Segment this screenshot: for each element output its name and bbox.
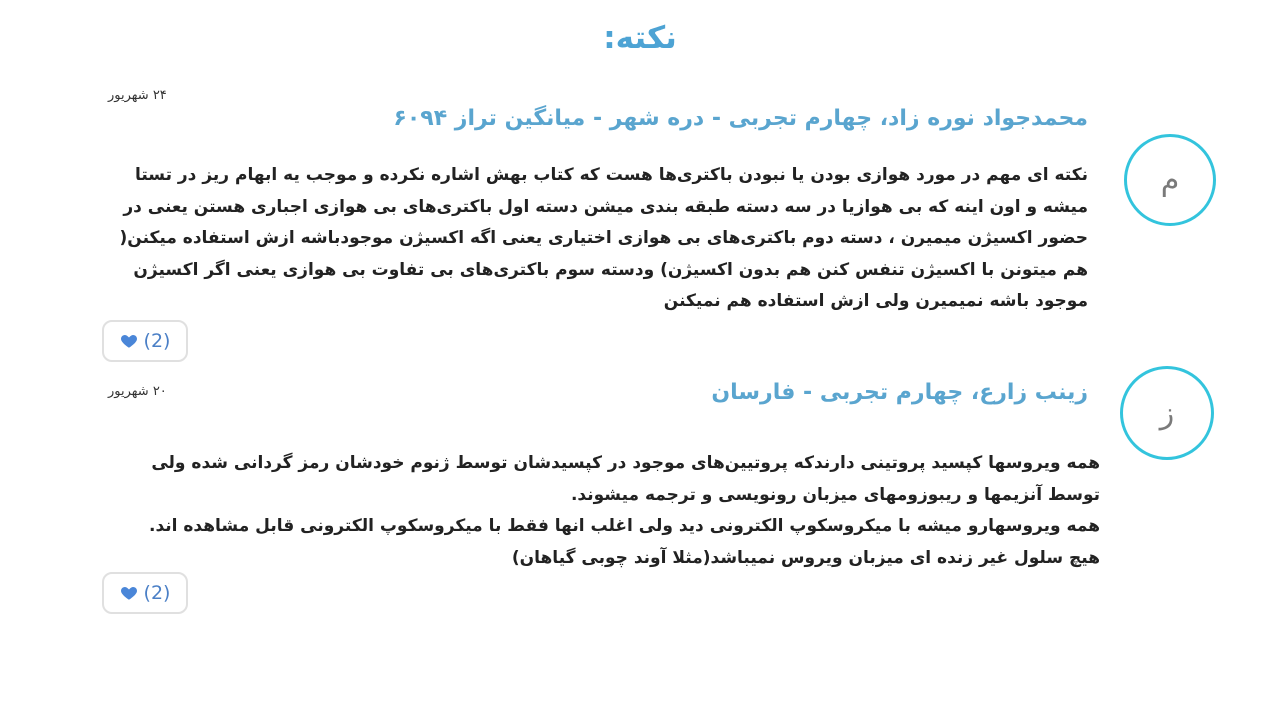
avatar: م	[1124, 134, 1216, 226]
like-button[interactable]	[102, 572, 188, 614]
heart-icon	[120, 332, 138, 350]
page-title: نکته:	[603, 20, 677, 56]
comment-item	[100, 86, 1220, 366]
comment-paragraph: هیچ سلول غیر زنده ای میزبان ویروس نمیباشد(مثلا آوند چوبی گیاهان)	[511, 547, 1100, 568]
comment-body	[110, 448, 1100, 574]
comment-author: زینب زارع، چهارم تجربی - فارسان	[711, 380, 1088, 405]
heart-icon	[120, 584, 138, 602]
like-button[interactable]	[102, 320, 188, 362]
like-count: (2)	[143, 330, 171, 352]
comment-item	[100, 366, 1220, 616]
comment-date: ۲۴ شهریور	[108, 88, 167, 103]
comment-body	[108, 160, 1088, 318]
comment-author: محمدجواد نوره زاد، چهارم تجربی - دره شهر - میانگین تراز ۶۰۹۴	[393, 106, 1088, 131]
comment-paragraph: نکته ای مهم در مورد هوازی بودن یا نبودن باکتری‌ها هست که کتاب بهش اشاره نکرده و موجب یه ابهام ریز در تستا میشه و اون اینه که بی هوازیا در سه دسته طبقه بندی میشن دسته اول باکتری‌های بی هوازی اجباری هستن یعنی در حضور اکسیژن میمیرن ، دسته دوم باکتری‌های بی هوازی اختیاری یعنی اگه اکسیژن موجودباشه ازش استفاده میکنن( هم میتونن با اکسیژن تنفس کنن هم بدون اکسیژن) ودسته سوم باکتری‌های بی تفاوت بی هوازی یعنی اگر اکسیژن موجود باشه نمیمیرن ولی ازش استفاده هم نمیکنن	[119, 165, 1088, 311]
avatar: ز	[1120, 366, 1214, 460]
like-count: (2)	[143, 582, 171, 604]
comment-paragraph: همه ویروسهارو میشه با میکروسکوپ الکترونی دید ولی اغلب انها فقط با میکروسکوپ الکترونی قابل مشاهده اند.	[148, 516, 1100, 536]
comment-paragraph: همه ویروسها کپسید پروتینی دارندکه پروتیین‌های موجود در کپسیدشان توسط ژنوم خودشان رمز گردانی شده ولی توسط آنزیمها و ریبوزومهای میزبان رونویسی و ترجمه میشوند.	[151, 453, 1100, 505]
comment-date: ۲۰ شهریور	[108, 384, 167, 399]
